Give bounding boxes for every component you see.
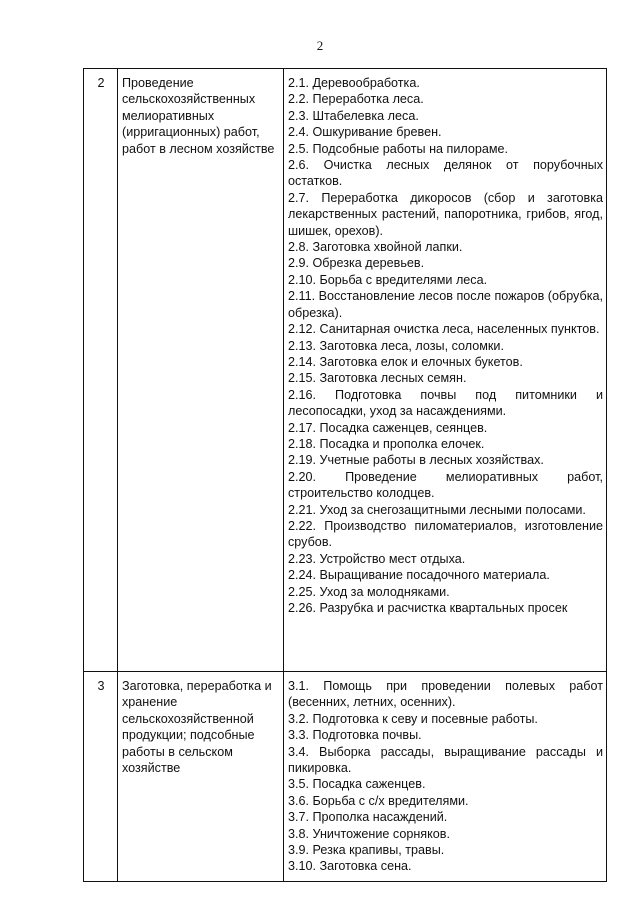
table-row <box>84 672 607 882</box>
table-row <box>84 69 607 672</box>
list-item: 3.9. Резка крапивы, травы. <box>288 843 445 858</box>
list-item: 2.15. Заготовка лесных семян. <box>288 371 467 386</box>
list-item: 2.22. Производство пиломатериалов, изготовление срубов. <box>288 518 603 550</box>
list-item: 2.19. Учетные работы в лесных хозяйствах. <box>288 453 544 468</box>
row-title: Проведение сельскохозяйственных мелиоративных (ирригационных) работ, работ в лесном хозяйстве <box>118 69 284 672</box>
list-item: 2.12. Санитарная очистка леса, населенных пунктов. <box>288 322 600 337</box>
list-item: 2.11. Восстановление лесов после пожаров (обрубка, обрезка). <box>288 289 603 320</box>
row-number: 2 <box>84 69 118 672</box>
list-item: 3.10. Заготовка сена. <box>288 859 412 874</box>
list-item: 2.18. Посадка и прополка елочек. <box>288 436 485 451</box>
list-item: 3.3. Подготовка почвы. <box>288 728 422 743</box>
list-item: 2.23. Устройство мест отдыха. <box>288 551 466 566</box>
list-item: 3.8. Уничтожение сорняков. <box>288 826 450 841</box>
list-item: 2.16. Подготовка почвы под питомники и лесопосадки, уход за насаждениями. <box>288 387 603 419</box>
list-item: 2.26. Разрубка и расчистка квартальных просек <box>288 601 568 615</box>
row-title: Заготовка, переработка и хранение сельскохозяйственной продукции; подсобные работы в сельском хозяйстве <box>118 672 284 882</box>
list-item: 2.20. Проведение мелиоративных работ, строительство колодцев. <box>288 469 603 501</box>
list-item: 3.6. Борьба с с/х вредителями. <box>288 793 469 808</box>
list-item: 3.4. Выборка рассады, выращивание рассады и пикировка. <box>288 744 603 776</box>
list-item: 2.3. Штабелевка леса. <box>288 108 419 123</box>
page-number: 2 <box>316 38 324 53</box>
list-item: 3.2. Подготовка к севу и посевные работы. <box>288 711 538 726</box>
list-item: 2.5. Подсобные работы на пилораме. <box>288 141 509 156</box>
list-item: 2.4. Ошкуривание бревен. <box>288 125 442 140</box>
list-item: 2.8. Заготовка хвойной лапки. <box>288 240 463 255</box>
list-item: 2.10. Борьба с вредителями леса. <box>288 272 488 287</box>
list-item: 2.17. Посадка саженцев, сеянцев. <box>288 420 488 435</box>
list-item: 2.9. Обрезка деревьев. <box>288 256 425 271</box>
row-items <box>284 672 607 882</box>
list-item: 3.7. Прополка насаждений. <box>288 810 448 825</box>
list-item: 2.21. Уход за снегозащитными лесными полосами. <box>288 502 586 517</box>
list-item: 2.13. Заготовка леса, лозы, соломки. <box>288 338 504 353</box>
list-item: 2.1. Деревообработка. <box>288 76 420 90</box>
work-types-table <box>83 68 607 882</box>
list-item: 2.14. Заготовка елок и елочных букетов. <box>288 354 523 369</box>
row-number: 3 <box>84 672 118 882</box>
list-item: 2.2. Переработка леса. <box>288 92 424 107</box>
list-item: 3.5. Посадка саженцев. <box>288 777 426 792</box>
list-item: 2.24. Выращивание посадочного материала. <box>288 568 550 583</box>
row-items <box>284 69 607 672</box>
list-item: 2.25. Уход за молодняками. <box>288 584 450 599</box>
list-item: 2.6. Очистка лесных делянок от порубочных остатков. <box>288 158 603 189</box>
list-item: 2.7. Переработка дикоросов (сбор и заготовка лекарственных растений, папоротника, грибов, ягод, шишек, орехов). <box>288 190 603 238</box>
list-item: 3.1. Помощь при проведении полевых работ (весенних, летних, осенних). <box>288 679 603 710</box>
